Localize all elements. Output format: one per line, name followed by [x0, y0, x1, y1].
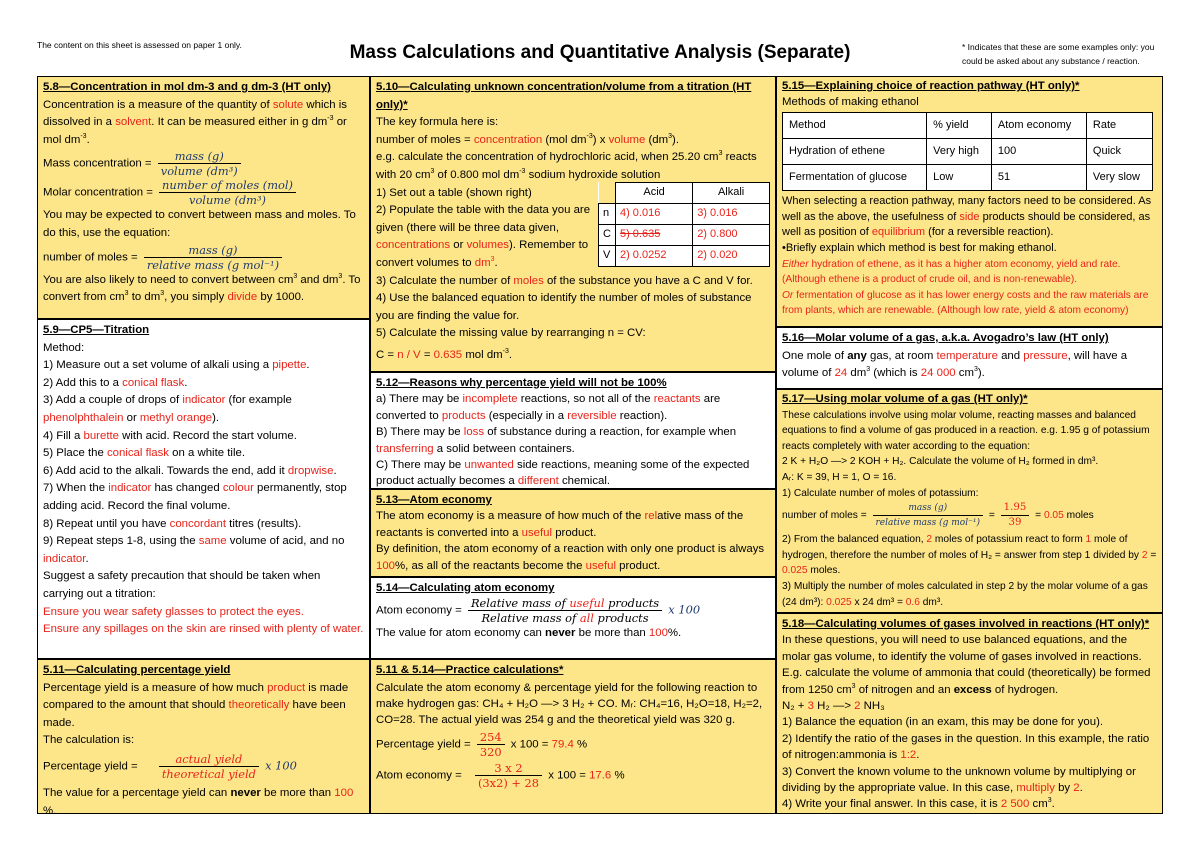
examples-note: * Indicates that these are some examples only: you could be asked about any substance / reaction.: [962, 42, 1155, 66]
titration-step: 3) Add a couple of drops of indicator (for example phenolphthalein or methyl orange).: [43, 394, 292, 424]
calculation-step: 1) Balance the equation (in an exam, this may be done for you).: [782, 716, 1104, 729]
titration-step: 6) Add acid to the alkali. Towards the end, add it dropwise.: [43, 464, 337, 477]
table-header-row: Method % yield Atom economy Rate: [783, 113, 1153, 139]
atom-economy-definition: The atom economy is a measure of how much of the relative mass of the reactants is converted into a useful product.: [376, 510, 744, 539]
moles-formula: number of moles = concentration (mol $dm^{-3}$) x volume $(dm^3)$.: [376, 132, 679, 146]
pathway-factors: When selecting a reaction pathway, many factors need to be considered. As well as the above, the usefulness of side products should be considered, as well as position of equilibrium (for a reversible reaction).: [782, 195, 1152, 239]
pathway-question: •Briefly explain which method is best for making ethanol.: [782, 241, 1057, 254]
titration-step: 4) Fill a burette with acid. Record the start volume.: [43, 429, 297, 442]
table-row: C 5) 0.635 2) 0.800: [599, 224, 770, 245]
section-practice: [370, 659, 776, 814]
calculation-label: The calculation is:: [43, 734, 135, 747]
potassium-equation: 2 K + H₂O —> 2 KOH + H₂. Calculate the volume of H₂ formed in dm³.: [782, 456, 1099, 468]
example-question: with 20 $cm^3$ of 0.800 mol $dm^{-3}$ sodium hydroxide solution: [376, 168, 661, 181]
section-5-8: [37, 76, 370, 319]
concentration-answer: C = n / V = 0.635 mol $dm^{-3}$.: [376, 348, 513, 361]
method-step: 4) Use the balanced equation to identify the number of moles of substance you are finding the value for.: [376, 292, 752, 322]
section-heading: 5.18—Calculating volumes of gases involved in reactions (HT only)*: [782, 618, 1150, 630]
section-heading: 5.14—Calculating atom economy: [376, 582, 555, 594]
titration-step: 2) Add this to a conical flask.: [43, 376, 188, 389]
safety-question: Suggest a safety precaution that should be taken when carrying out a titration:: [43, 570, 321, 600]
section-5-9: [37, 319, 370, 659]
table-row: V 2) 0.0252 2) 0.020: [599, 245, 770, 266]
mass-moles-text: You may be expected to convert between mass and moles. To do this, use the equation:: [43, 209, 356, 239]
table-row: Fermentation of glucose Low 51 Very slow: [783, 165, 1153, 191]
section-heading: 5.10—Calculating unknown concentration/volume from a titration (HT only)*: [376, 81, 752, 111]
method-step: 5) Calculate the missing value by rearranging n = CV:: [376, 327, 646, 340]
percentage-yield-formula: Percentage yield = $\frac{\text{actual yield}}{\text{theoretical yield}}$ x 100: [43, 751, 297, 781]
mass-concentration-formula: Mass concentration = $\frac{\text{mass (g)}}{\text{volume (dm³)}}$: [43, 149, 364, 178]
calculation-step: 4) Write your final answer. In this case, it is 2 500 $cm^3$.: [782, 797, 1055, 811]
titration-step: 5) Place the conical flask on a white tile.: [43, 447, 245, 460]
section-heading: 5.15—Explaining choice of reaction pathway (HT only)*: [782, 80, 1080, 92]
section-heading: 5.8—Concentration in mol dm-3 and g dm-3 (HT only): [43, 81, 331, 93]
molar-concentration-formula: Molar concentration = $\frac{\text{number of moles (mol)}}{\text{volume (dm³)}}$: [43, 178, 364, 207]
header-alkali: Alkali: [693, 182, 770, 203]
safety-answer: Ensure you wear safety glasses to protect the eyes.: [43, 605, 304, 618]
method-label: Method:: [43, 341, 85, 354]
section-5-13: [370, 489, 776, 577]
assessment-note: The content on this sheet is assessed on paper 1 only.: [37, 40, 242, 50]
section-heading: 5.9—CP5—Titration: [43, 324, 150, 336]
percentage-yield-definition: Percentage yield is a measure of how much product is made compared to the amount that should theoretically have been made.: [43, 681, 349, 729]
calculation-step: 3) Multiply the number of moles calculated in step 2 by the molar volume of a gas (24 dm³): 0.025 x 24 dm³ = 0.6 dm³.: [782, 580, 1148, 608]
molar-volume-intro: These calculations involve using molar volume, reacting masses and balanced equations to find a volume of gas produced in a reaction. e.g. 1.95 g of potassium reacts completely with water according to the equation:: [782, 409, 1150, 452]
key-formula-label: The key formula here is:: [376, 116, 499, 129]
ammonia-example: E.g. calculate the volume of ammonia that could (theoretically) be formed from 1250 $cm^3$ of nitrogen and an excess of hydrogen.: [782, 667, 1151, 696]
example-question: e.g. calculate the concentration of hydrochloric acid, when 25.20 $cm^3$ reacts: [376, 150, 757, 164]
section-5-10: [370, 76, 776, 372]
percentage-yield-limit: The value for a percentage yield can never be more than 100 %.: [43, 786, 354, 814]
section-5-17: [776, 389, 1163, 613]
section-5-18: [776, 613, 1163, 814]
ethanol-methods-table: [782, 112, 1153, 191]
calculation-step: 3) Convert the known volume to the unknown volume by multiplying or dividing by the appropriate value. In this case, multiply by 2.: [782, 765, 1136, 795]
concentration-definition: Concentration is a measure of the quantity of solute which is dissolved in a solvent. It can be measured either in g $dm^{-3}$ or mol $dm^{-3}$.: [43, 98, 347, 146]
method-step: 3) Calculate the number of moles of the substance you have a C and V for.: [376, 274, 753, 287]
practice-percentage-yield: Percentage yield = $\frac{254}{320}$ x 100 = 79.4 %: [376, 729, 588, 759]
section-5-12: [370, 372, 776, 489]
unit-conversion-text: You are also likely to need to convert between $cm^3$ and $dm^3$. To convert from $cm^3$ to $dm^3$, you simply divide by 1000.: [43, 272, 361, 304]
gas-volume-intro: In these questions, you will need to use balanced equations, and the molar gas volume, to identify the volume of gases involved in reactions.: [782, 634, 1142, 663]
avogadro-law-text: One mole of any gas, at room temperature and pressure, will have a volume of 24 $dm^3$ (which is 24 000 $cm^3$).: [782, 349, 1128, 380]
titration-step: 7) When the indicator has changed colour permanently, stop adding acid. Record the final volume.: [43, 482, 347, 512]
atom-economy-limit: The value for atom economy can never be more than 100%.: [376, 626, 682, 639]
section-5-16: [776, 327, 1163, 389]
pathway-answer: Either hydration of ethene, as it has a higher atom economy, yield and rate.: [782, 258, 1121, 270]
ammonia-equation: N₂ + 3 H₂ —> 2 NH₃: [782, 700, 885, 713]
calculation-step: 2) From the balanced equation, 2 moles of potassium react to form 1 mole of hydrogen, therefore the number of moles of H₂ = answer from step 1 divided by 2 = 0.025 moles.: [782, 534, 1157, 577]
section-heading: 5.17—Using molar volume of a gas (HT only)*: [782, 393, 1028, 405]
safety-answer: Ensure any spillages on the skin are rinsed with plenty of water.: [43, 623, 364, 636]
reason-c: C) There may be unwanted side reactions, meaning some of the expected product actually becomes a different chemical.: [376, 459, 750, 488]
reason-a: a) There may be incomplete reactions, so not all of the reactants are converted to products (especially in a reversible reaction).: [376, 393, 721, 422]
practice-atom-economy: Atom economy = $\frac{3 x 2}{(3x2) + 28}$ x 100 = 17.6 %: [376, 760, 625, 790]
header-acid: Acid: [615, 182, 692, 203]
titration-data-table: [598, 182, 770, 267]
section-heading: 5.13—Atom economy: [376, 494, 492, 506]
page-title: Mass Calculations and Quantitative Analysis (Separate): [349, 42, 851, 63]
practice-question: Calculate the atom economy & percentage yield for the following reaction to make hydrogen gas: CH₄ + H₂O —> 3 H₂ + CO. Mᵣ: CH₄=16, H₂O=18, H₂=2, CO=28. The actual yield was 254 g and the theoretical yield was 320 g.: [376, 681, 763, 726]
reason-b: B) There may be loss of substance during a reaction, for example when transferring a solid between containers.: [376, 426, 737, 455]
pathway-answer: (Although ethene is a product of crude oil, and is non-renewable).: [782, 274, 1078, 286]
section-5-14: [370, 577, 776, 659]
moles-calculation: number of moles = $\frac{\text{mass (g)}}{\text{relative mass (g mol⁻¹)}}$ = $\frac{1.95}{39}$ = 0.05 moles: [782, 502, 1094, 529]
method-step: 2) Populate the table with the data you are given (there will be three data given, concentrations or volumes). Remember to convert volumes to $dm^3$.: [376, 204, 591, 269]
relative-atomic-masses: Aᵣ: K = 39, H = 1, O = 16.: [782, 471, 897, 483]
section-heading: 5.11—Calculating percentage yield: [43, 664, 231, 676]
atom-economy-single-product: By definition, the atom economy of a reaction with only one product is always 100%, as all of the reactants become the useful product.: [376, 543, 765, 572]
section-5-11: [37, 659, 370, 814]
method-step: 1) Set out a table (shown right): [376, 186, 532, 199]
titration-step: 9) Repeat steps 1-8, using the same volume of acid, and no indicator.: [43, 535, 345, 565]
section-5-15: [776, 76, 1163, 327]
atom-economy-formula: Atom economy = $\frac{\text{Relative mass of useful products}}{\text{Relative mass of all products}}$ x 100: [376, 595, 701, 625]
pathway-answer: Or fermentation of glucose as it has lower energy costs and the raw materials are from plants, which are renewable. (Although low rate, yield & atom economy): [782, 289, 1149, 317]
moles-formula: number of moles = $\frac{\text{mass (g)}}{\text{relative mass (g mol⁻¹)}}$: [43, 243, 364, 272]
titration-step: 1) Measure out a set volume of alkali using a pipette.: [43, 359, 310, 372]
table-row: Hydration of ethene Very high 100 Quick: [783, 139, 1153, 165]
titration-step: 8) Repeat until you have concordant titres (results).: [43, 517, 302, 530]
calculation-step: 1) Calculate number of moles of potassium:: [782, 487, 979, 499]
calculation-step: 2) Identify the ratio of the gases in the question. In this example, the ratio of nitrogen:ammonia is 1:2.: [782, 732, 1150, 762]
section-heading: 5.11 & 5.14—Practice calculations*: [376, 664, 564, 676]
table-caption: Methods of making ethanol: [782, 95, 919, 108]
table-row: n 4) 0.016 3) 0.016: [599, 203, 770, 224]
section-heading: 5.16—Molar volume of a gas, a.k.a. Avogadro’s law (HT only): [782, 332, 1109, 344]
section-heading: 5.12—Reasons why percentage yield will not be 100%: [376, 377, 667, 389]
